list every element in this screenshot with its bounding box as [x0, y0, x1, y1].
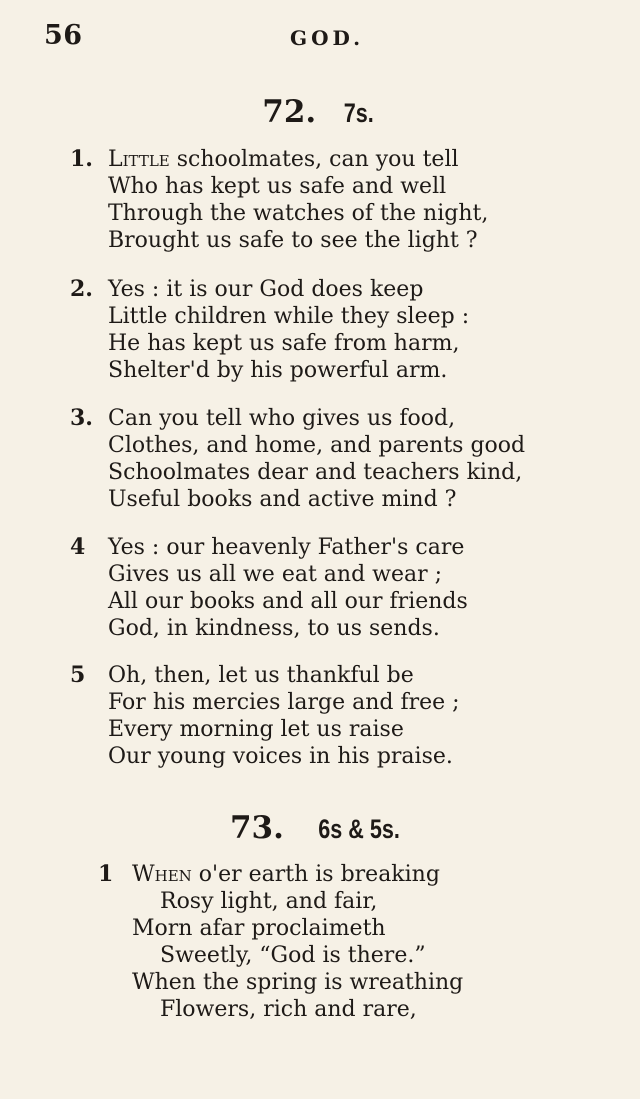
verse-number: 4 — [70, 534, 86, 560]
verse-number: 2. — [70, 276, 93, 302]
verse-number: 1 — [98, 861, 114, 887]
page-number: 56 — [44, 20, 83, 51]
stanza-line: Who has kept us safe and well — [108, 174, 447, 199]
stanza-line: Shelter'd by his powerful arm. — [108, 358, 448, 383]
stanza-line: For his mercies large and free ; — [108, 690, 460, 715]
stanza-line: When the spring is wreathing — [132, 970, 464, 995]
hymn-72-heading — [0, 94, 640, 130]
verse-number: 1. — [70, 146, 93, 172]
stanza-line: Gives us all we eat and wear ; — [108, 562, 443, 587]
running-head — [0, 18, 640, 54]
stanza-line: Flowers, rich and rare, — [160, 997, 417, 1022]
stanza-line: Schoolmates dear and teachers kind, — [108, 460, 523, 485]
stanza-line: Rosy light, and fair, — [160, 889, 378, 914]
stanza-line: Every morning let us raise — [108, 717, 404, 742]
stanza-72-3 — [70, 405, 610, 513]
stanza-73-1 — [70, 861, 610, 1023]
stanza-line: Yes : our heavenly Father's care — [108, 535, 465, 560]
stanza-line: Yes : it is our God does keep — [108, 277, 424, 302]
hymn-number: 73. — [229, 810, 284, 846]
stanza-72-5 — [70, 662, 610, 770]
hymn-meter: 6s & 5s. — [318, 814, 400, 844]
stanza-line: Little children while they sleep : — [108, 304, 470, 329]
stanza-line: Oh, then, let us thankful be — [108, 663, 414, 688]
stanza-line: Our young voices in his praise. — [108, 744, 453, 769]
stanza-72-4 — [70, 534, 610, 642]
stanza-line: All our books and all our friends — [108, 589, 468, 614]
stanza-line: Sweetly, “God is there.” — [160, 943, 426, 968]
hymn-73-heading — [0, 810, 640, 846]
stanza-line: Can you tell who gives us food, — [108, 406, 456, 431]
line-lead-word: When — [132, 862, 192, 887]
hymn-number: 72. — [262, 94, 317, 130]
verse-number: 5 — [70, 662, 86, 688]
stanza-line: God, in kindness, to us sends. — [108, 616, 440, 641]
stanza-line: Through the watches of the night, — [108, 201, 489, 226]
running-title: GOD. — [290, 26, 365, 50]
line-lead-word: Little — [108, 147, 170, 172]
stanza-line: Brought us safe to see the light ? — [108, 228, 478, 253]
stanza-72-1 — [70, 146, 610, 254]
stanza-line — [132, 861, 610, 888]
stanza-line: Morn afar proclaimeth — [132, 916, 386, 941]
stanza-line: Useful books and active mind ? — [108, 487, 457, 512]
stanza-72-2 — [70, 276, 610, 384]
line-text: schoolmates, can you tell — [169, 147, 459, 172]
verse-number: 3. — [70, 405, 93, 431]
hymn-meter: 7s. — [343, 98, 374, 128]
stanza-line: Clothes, and home, and parents good — [108, 433, 526, 458]
line-text: o'er earth is breaking — [191, 862, 440, 887]
stanza-line — [108, 146, 610, 173]
stanza-line: He has kept us safe from harm, — [108, 331, 460, 356]
